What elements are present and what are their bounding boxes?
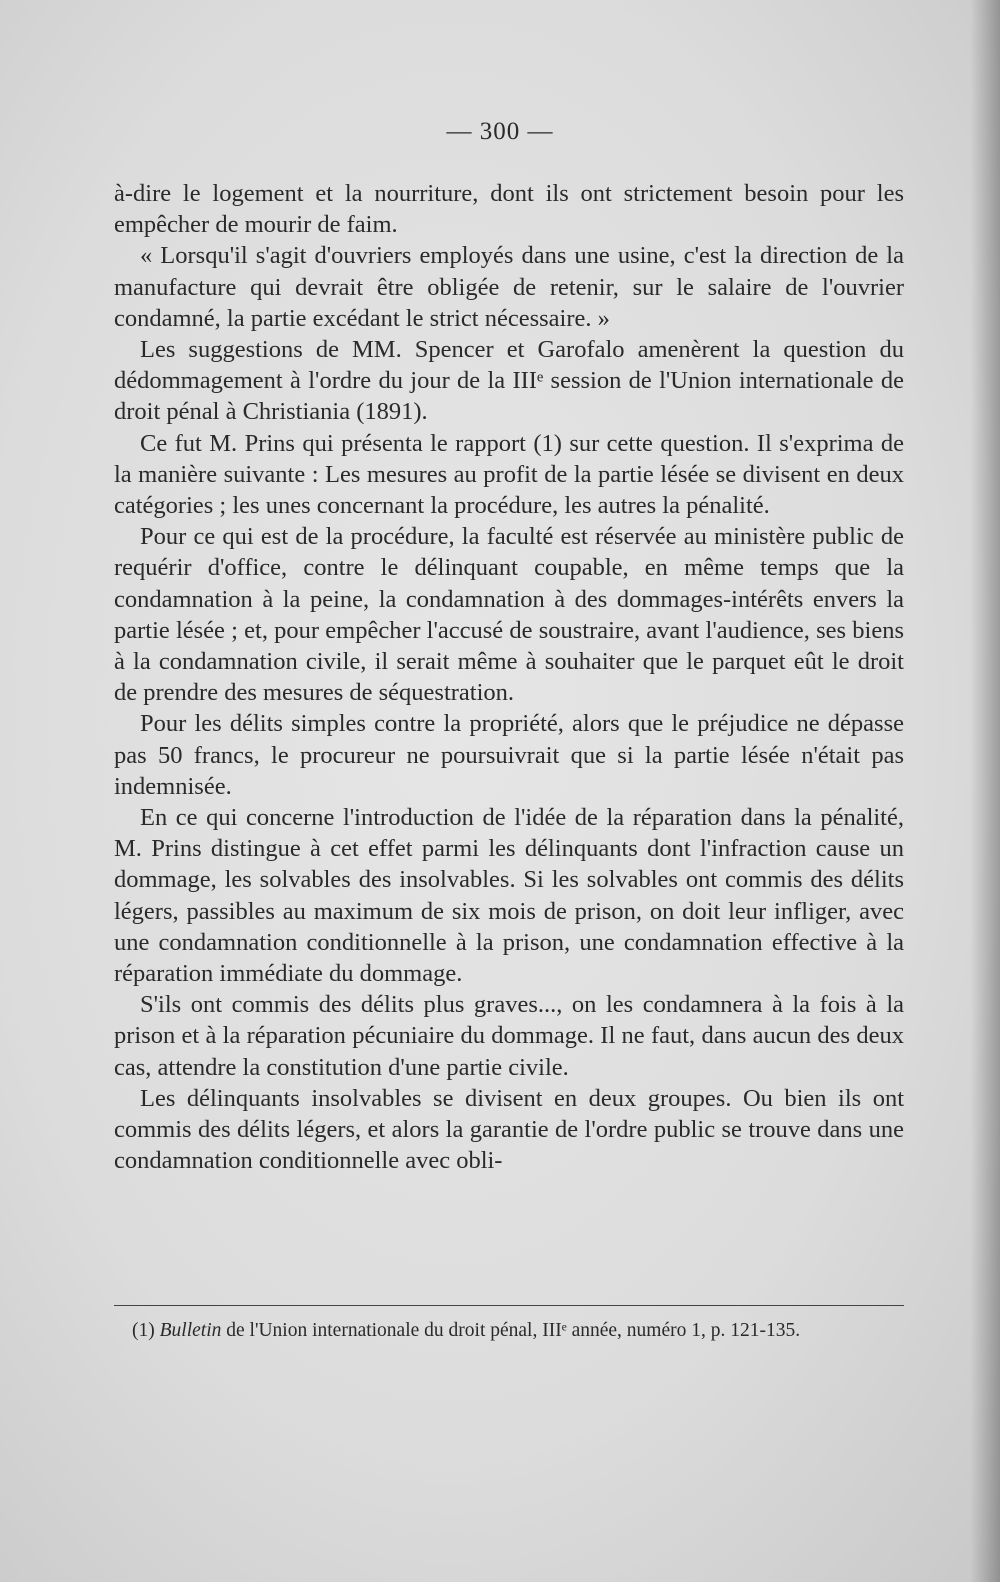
paragraph: Les suggestions de MM. Spencer et Garofalo amenèrent la question du dédommagement à l'ordre du jour de la IIIᵉ session de l'Union internationale de droit pénal à Christiania (1891). bbox=[114, 336, 904, 426]
footnote-title: Bulletin bbox=[159, 1320, 222, 1341]
footnote-marker: (1) bbox=[132, 1320, 160, 1341]
page-number: — 300 — bbox=[446, 118, 554, 145]
paragraph: à-dire le logement et la nourriture, dont ils ont strictement besoin pour les empêcher de mourir de faim. bbox=[114, 180, 904, 239]
paragraph: Pour les délits simples contre la propriété, alors que le préjudice ne dépasse pas 50 francs, le procureur ne poursuivrait que si la partie lésée n'était pas indemnisée. bbox=[114, 710, 904, 800]
paragraph: « Lorsqu'il s'agit d'ouvriers employés dans une usine, c'est la direction de la manufacture qui devrait être obligée de retenir, sur le salaire de l'ouvrier condamné, la partie excédant le strict nécessaire. » bbox=[114, 242, 904, 332]
paragraph: En ce qui concerne l'introduction de l'idée de la réparation dans la pénalité, M. Prins distingue à cet effet parmi les délinquants dont l'infraction cause un dommage, les solvables des insolvables. Si les solvables ont commis des délits légers, passibles au maximum de six mois de prison, on doit leur infliger, avec une condamnation conditionnelle à la prison, une condamnation effective à la réparation immédiate du dommage. bbox=[114, 804, 904, 988]
paragraph: S'ils ont commis des délits plus graves..., on les condamnera à la fois à la prison et à la réparation pécuniaire du dommage. Il ne faut, dans aucun des deux cas, attendre la constitution d'une partie civile. bbox=[114, 991, 904, 1081]
paragraph: Les délinquants insolvables se divisent en deux groupes. Ou bien ils ont commis des délits légers, et alors la garantie de l'ordre public se trouve dans une condamnation conditionnelle avec obli- bbox=[114, 1084, 904, 1175]
footnote-divider bbox=[114, 1305, 904, 1306]
footnote bbox=[114, 1320, 904, 1342]
body-text bbox=[114, 178, 904, 1177]
footnote-text: de l'Union internationale du droit pénal, IIIᵉ année, numéro 1, p. 121-135. bbox=[221, 1320, 801, 1341]
paragraph: Ce fut M. Prins qui présenta le rapport (1) sur cette question. Il s'exprima de la manière suivante : Les mesures au profit de la partie lésée se divisent en deux catégories ; les unes concernant la procédure, les autres la pénalité. bbox=[114, 429, 904, 520]
paragraph: Pour ce qui est de la procédure, la faculté est réservée au ministère public de requérir d'office, contre le délinquant coupable, en même temps que la condamnation à la peine, la condamnation à des dommages-intérêts envers la partie lésée ; et, pour empêcher l'accusé de soustraire, avant l'audience, ses biens à la condamnation civile, il serait même à souhaiter que le parquet eût le droit de prendre des mesures de séquestration. bbox=[114, 523, 904, 707]
